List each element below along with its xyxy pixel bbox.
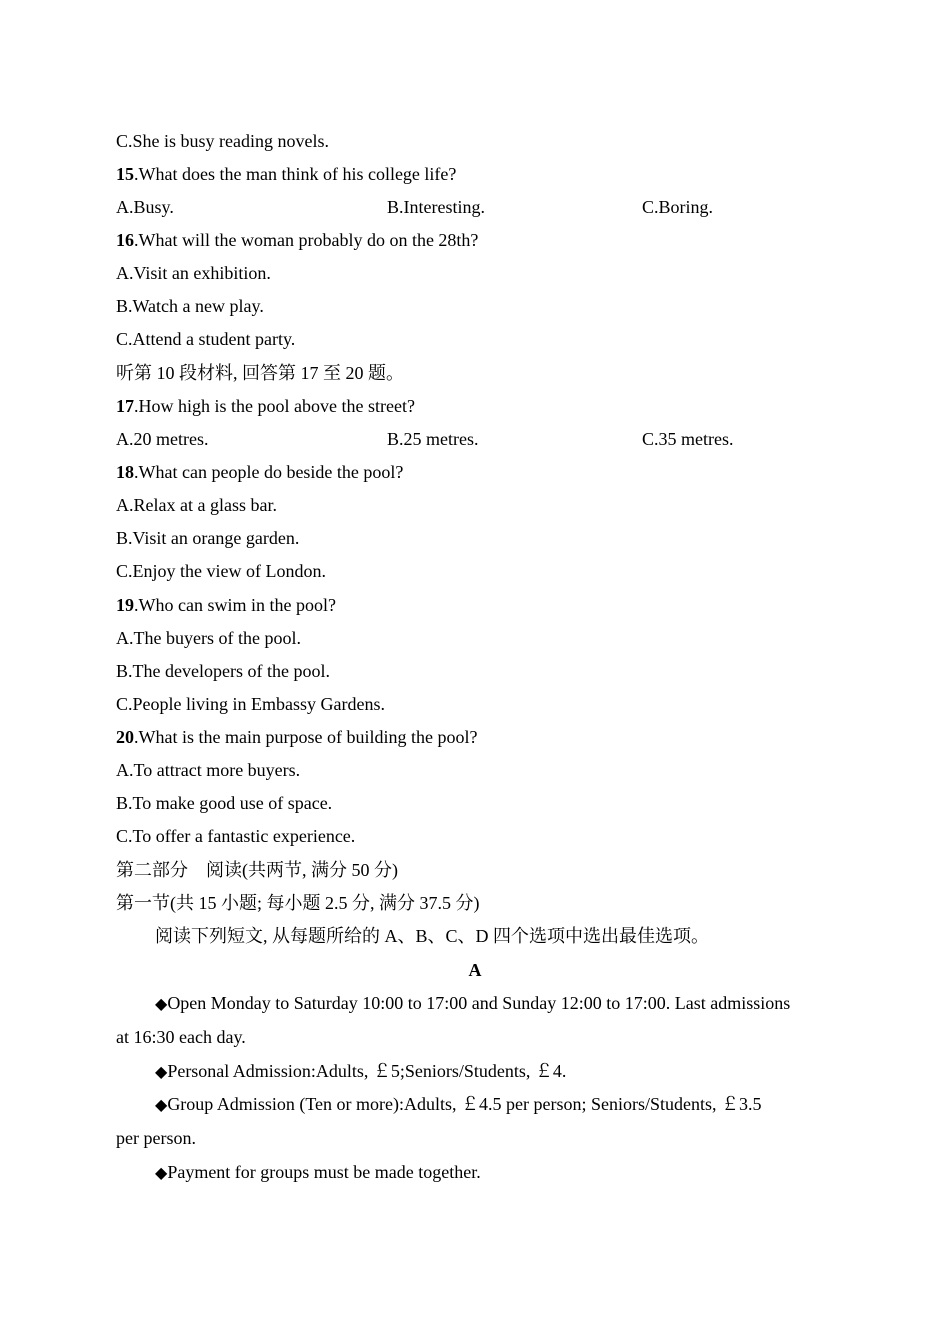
q19-number: 19: [116, 595, 134, 615]
q20-option-c: C.To offer a fantastic experience.: [116, 826, 356, 846]
q19-option-a: A.The buyers of the pool.: [116, 628, 301, 648]
q16-text: .What will the woman probably do on the 28th?: [134, 230, 479, 250]
listening-instruction: 听第 10 段材料, 回答第 17 至 20 题。: [116, 363, 404, 383]
passage-para-2: [155, 1060, 566, 1083]
q19-stem: [116, 594, 336, 616]
q17-option-c: C.35 metres.: [642, 429, 734, 449]
bullet-icon: ◆: [155, 1062, 168, 1081]
part2-title: 第二部分: [116, 860, 188, 880]
q20-number: 20: [116, 727, 134, 747]
q15-option-a: A.Busy.: [116, 197, 174, 217]
part2-heading: [116, 859, 398, 881]
q17-option-b: B.25 metres.: [387, 429, 479, 449]
q16-option-c: C.Attend a student party.: [116, 329, 296, 349]
para-2-text: Personal Admission:Adults, ￡5;Seniors/Students, ￡4.: [167, 1061, 567, 1081]
q18-number: 18: [116, 462, 134, 482]
bullet-icon: ◆: [155, 994, 168, 1013]
part2-detail: 阅读(共两节, 满分 50 分): [206, 860, 398, 880]
q17-text: .How high is the pool above the street?: [134, 396, 415, 416]
para-1-text: Open Monday to Saturday 10:00 to 17:00 and Sunday 12:00 to 17:00. Last admissions: [167, 993, 791, 1013]
q15-text: .What does the man think of his college life?: [134, 164, 457, 184]
q20-text: .What is the main purpose of building the pool?: [134, 727, 478, 747]
q19-option-b: B.The developers of the pool.: [116, 661, 330, 681]
q18-option-c: C.Enjoy the view of London.: [116, 561, 326, 581]
q15-option-b: B.Interesting.: [387, 197, 485, 217]
para-4-text: Payment for groups must be made together.: [167, 1162, 481, 1182]
bullet-icon: ◆: [155, 1095, 168, 1114]
q15-number: 15: [116, 164, 134, 184]
q17-number: 17: [116, 396, 134, 416]
q16-option-b: B.Watch a new play.: [116, 296, 264, 316]
section1-title: 第一节: [116, 893, 170, 913]
q16-option-a: A.Visit an exhibition.: [116, 263, 271, 283]
passage-para-3: [155, 1093, 762, 1116]
q20-stem: [116, 726, 477, 748]
passage-para-1-cont: at 16:30 each day.: [116, 1027, 246, 1047]
q20-option-b: B.To make good use of space.: [116, 793, 333, 813]
passage-label: A: [468, 960, 482, 980]
q19-text: .Who can swim in the pool?: [134, 595, 336, 615]
passage-para-1: [155, 992, 790, 1015]
q16-stem: [116, 229, 478, 251]
q18-option-b: B.Visit an orange garden.: [116, 528, 300, 548]
q19-option-c: C.People living in Embassy Gardens.: [116, 694, 385, 714]
passage-para-3-cont: per person.: [116, 1128, 196, 1148]
reading-instruction: 阅读下列短文, 从每题所给的 A、B、C、D 四个选项中选出最佳选项。: [155, 926, 710, 946]
q17-option-a: A.20 metres.: [116, 429, 209, 449]
bullet-icon: ◆: [155, 1163, 168, 1182]
q18-stem: [116, 461, 403, 483]
q16-number: 16: [116, 230, 134, 250]
q15-stem: [116, 163, 456, 185]
q17-stem: [116, 395, 415, 417]
section1-detail: (共 15 小题; 每小题 2.5 分, 满分 37.5 分): [170, 893, 480, 913]
q15-option-c: C.Boring.: [642, 197, 714, 217]
q18-text: .What can people do beside the pool?: [134, 462, 404, 482]
section1-heading: [116, 892, 480, 914]
para-3-text: Group Admission (Ten or more):Adults, ￡4.5 per person; Seniors/Students, ￡3.5: [167, 1094, 762, 1114]
q14-option-c: C.She is busy reading novels.: [116, 131, 329, 151]
q18-option-a: A.Relax at a glass bar.: [116, 495, 277, 515]
passage-para-4: [155, 1161, 481, 1184]
q20-option-a: A.To attract more buyers.: [116, 760, 301, 780]
